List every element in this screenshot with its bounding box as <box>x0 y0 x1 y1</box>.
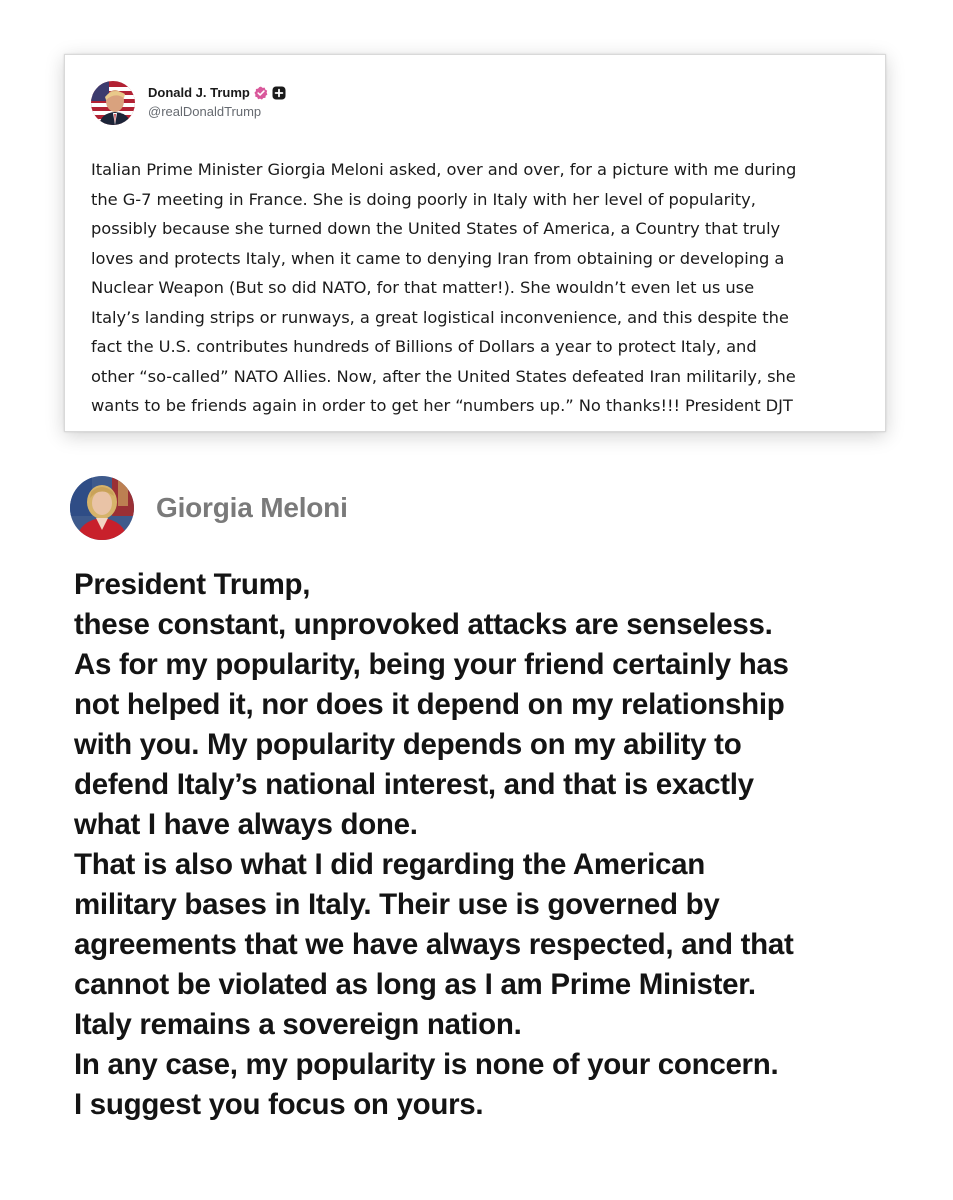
reply-line: That is also what I did regarding the American <box>74 848 705 881</box>
reply-line: with you. My popularity depends on my ability to <box>74 728 742 761</box>
reply-header <box>70 476 348 540</box>
post-author-block <box>148 85 286 121</box>
reply-line: military bases in Italy. Their use is governed by <box>74 888 720 921</box>
meloni-profile-avatar[interactable] <box>70 476 134 540</box>
post-name-row <box>148 85 286 101</box>
post-line: wants to be friends again in order to get her “numbers up.” No thanks!!! President DJT <box>91 396 793 415</box>
original-post-card <box>64 54 886 432</box>
reply-line: agreements that we have always respected, and that <box>74 928 794 961</box>
post-line: possibly because she turned down the United States of America, a Country that truly <box>91 219 781 238</box>
reply-line: these constant, unprovoked attacks are senseless. <box>74 608 773 641</box>
verified-badge-icon <box>254 86 268 100</box>
trump-profile-avatar[interactable] <box>91 81 135 125</box>
post-author-handle[interactable]: @realDonaldTrump <box>148 104 262 119</box>
reply-line: Italy remains a sovereign nation. <box>74 1008 522 1041</box>
post-line: other “so-called” NATO Allies. Now, after the United States defeated Iran militarily, she <box>91 366 796 386</box>
reply-line: what I have always done. <box>74 808 418 841</box>
reply-line: President Trump, <box>74 568 311 601</box>
post-line: Italian Prime Minister Giorgia Meloni asked, over and over, for a picture with me during <box>91 160 797 179</box>
post-body-text <box>91 155 871 421</box>
reply-line: not helped it, nor does it depend on my relationship <box>74 688 785 721</box>
plus-badge-icon[interactable] <box>272 86 286 100</box>
post-author-name[interactable]: Donald J. Trump <box>148 85 250 100</box>
post-line: loves and protects Italy, when it came to denying Iran from obtaining or developing a <box>91 248 785 268</box>
post-line: fact the U.S. contributes hundreds of Billions of Dollars a year to protect Italy, and <box>91 337 757 356</box>
reply-line: In any case, my popularity is none of your concern. <box>74 1048 779 1081</box>
reply-line: defend Italy’s national interest, and that is exactly <box>74 768 754 801</box>
reply-line: cannot be violated as long as I am Prime Minister. <box>74 968 756 1001</box>
post-line: Italy’s landing strips or runways, a great logistical inconvenience, and this despite the <box>91 307 789 327</box>
reply-line: As for my popularity, being your friend certainly has <box>74 648 789 681</box>
reply-line: I suggest you focus on yours. <box>74 1088 484 1121</box>
post-line: the G-7 meeting in France. She is doing poorly in Italy with her level of popularity, <box>91 189 756 209</box>
reply-author-name[interactable]: Giorgia Meloni <box>156 492 348 523</box>
post-line: Nuclear Weapon (But so did NATO, for that matter!). She wouldn’t even let us use <box>91 278 755 297</box>
post-header <box>91 81 286 125</box>
reply-body-text <box>74 565 934 1125</box>
